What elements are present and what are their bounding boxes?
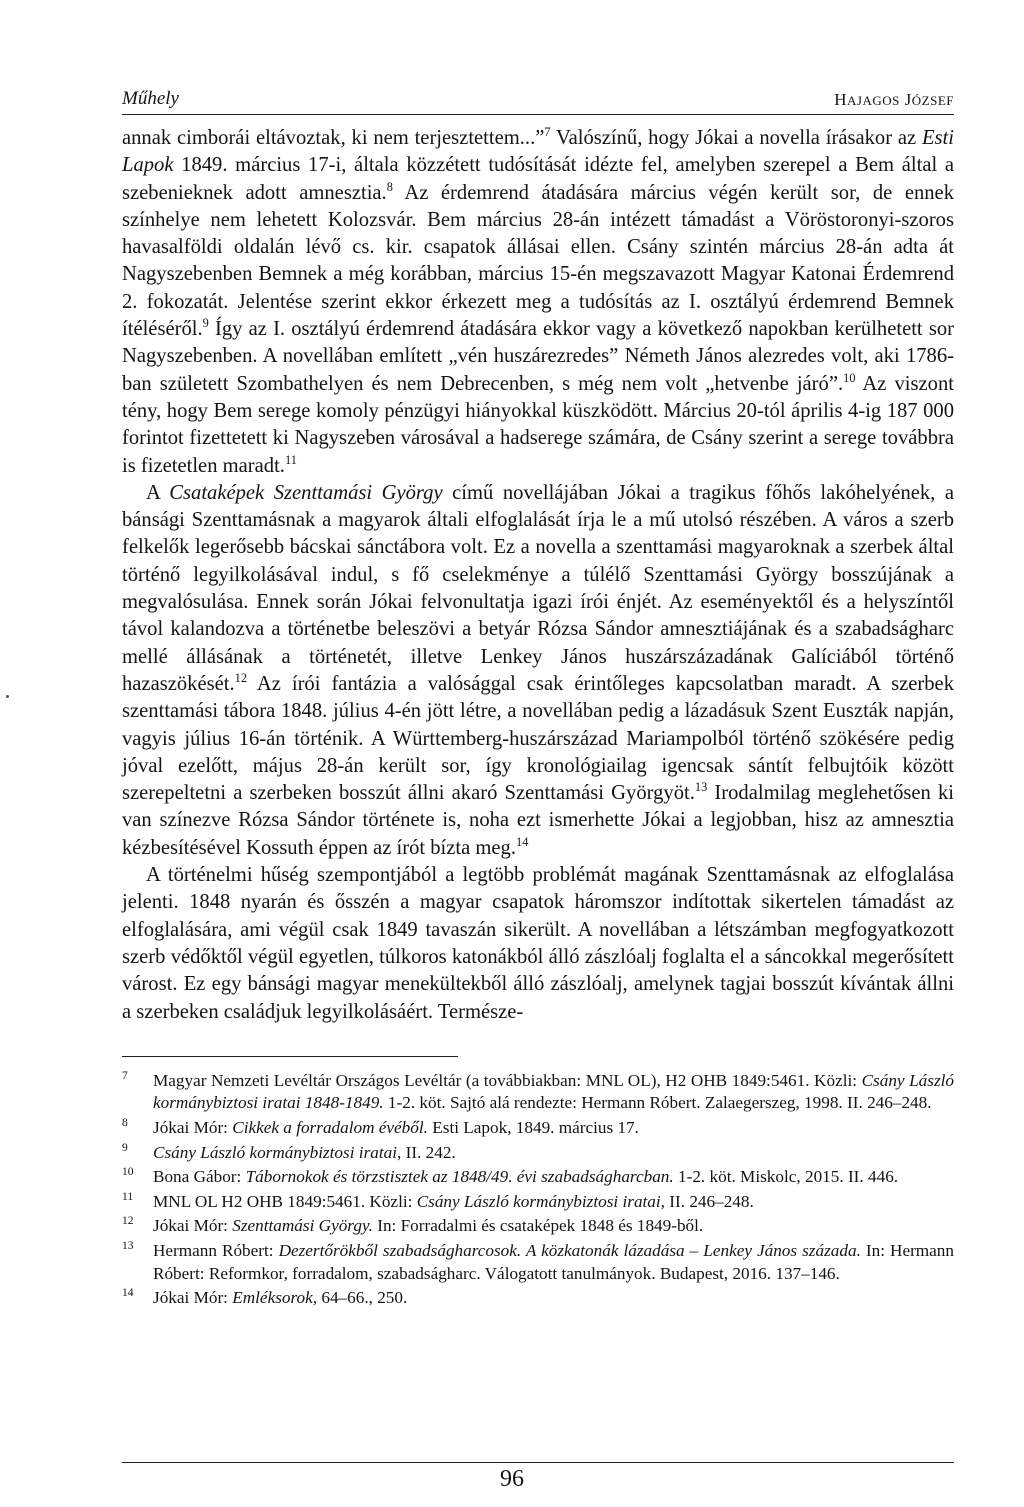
italic-title: Emléksorok,: [232, 1288, 318, 1308]
text-run: 1849. március 17-i, általa közzétett tudósítását idézte fel, amelyben szerepel a Bem által a szebenieknek adott amnesztia.: [122, 154, 954, 204]
italic-title: Cikkek a forradalom évéből.: [232, 1117, 428, 1137]
text-run: Irodalmilag meglehetősen ki van színezve Rózsa Sándor története is, noha ezt ismerhette Jókai a legjobban, hisz az amnesztia kézbesítésével Kossuth éppen az írót bízta meg.: [122, 782, 955, 859]
footnote-text: [153, 1166, 954, 1189]
italic-title: Esti Lapok: [122, 127, 954, 177]
text-run: Az viszont tény, hogy Bem serege komoly pénzügyi hiányokkal küszködött. Március 20-tól április 4-ig 187 000 forintot fizettetett ki Nagyszeben városával a hadserege számára, de Csány szerint a serege továbbra is fizetetlen maradt.: [122, 372, 954, 477]
footnote-text: [153, 1142, 954, 1165]
footnote-ref: 13: [694, 780, 708, 795]
italic-title: Csány László kormánybiztosi iratai,: [153, 1142, 402, 1162]
text-run: 64–66., 250.: [317, 1288, 408, 1308]
italic-title: Tábornokok és törzstisztek az 1848/49. évi szabadságharcban.: [245, 1167, 674, 1187]
footnote: [122, 1287, 954, 1310]
footnote: [122, 1117, 954, 1140]
footnote-number: 10: [122, 1166, 134, 1179]
text-run: In: Forradalmi és csataképek 1848 és 1849-ből.: [372, 1216, 704, 1236]
body-text: [122, 125, 954, 1026]
text-run: Így az I. osztályú érdemrend átadására ekkor vagy a következő napokban kerülhetett sor Nagyszebenben. A novellában említett „vén huszárezredes” Németh János alezredes volt, aki 1786-ban született Szombathelyen és nem Debrecenben, s még nem volt „hetvenbe járó”.: [122, 318, 954, 395]
text-run: In: Hermann Róbert: Reformkor, forradalom, szabadságharc. Válogatott tanulmányok. Budapest, 2016. 137–146.: [153, 1240, 954, 1283]
italic-title: Csány László kormánybiztosi iratai,: [416, 1191, 665, 1211]
paragraph: [122, 125, 954, 480]
italic-title: Csány László kormánybiztosi iratai 1848-1849.: [153, 1070, 954, 1113]
italic-title: Csataképek Szenttamási György: [169, 481, 443, 504]
text-run: 1-2. köt. Sajtó alá rendezte: Hermann Róbert. Zalaegerszeg, 1998. II. 246–248.: [383, 1093, 932, 1113]
text-run: Esti Lapok, 1849. március 17.: [427, 1117, 639, 1137]
footnotes: [122, 1070, 954, 1310]
text-run: Magyar Nemzeti Levéltár Országos Levéltár (a továbbiakban: MNL OL), H2 OHB 1849:5461. Közli:: [153, 1070, 862, 1090]
paragraph: [122, 862, 954, 1026]
footnote-text: [153, 1191, 954, 1214]
footnote-text: [153, 1240, 954, 1285]
text-run: annak cimborái eltávoztak, ki nem terjesztettem...”: [122, 127, 545, 149]
page: [122, 86, 954, 1312]
page-number: 96: [500, 1466, 524, 1492]
italic-title: Szenttamási György.: [232, 1216, 373, 1236]
author-name: HAJAGOS JÓZSEF: [834, 90, 954, 109]
footnote-number: 7: [122, 1069, 128, 1082]
footnote-number: 14: [122, 1287, 134, 1300]
text-run: A történelmi hűség szempontjából a legtöbb problémát magának Szenttamásnak az elfoglalása jelenti. 1848 nyarán és ősszén a magyar csapatok háromszor indítottak sikertelen támadást az elfoglalására, ami végül csak 1849 tavaszán sikerült. A novellában a létszámban megfogyatkozott szerb védőktől végül egyetlen, túlkoros katonákból álló zászlóalj foglalta el a sáncokkal megerősített várost. Ez egy bánsági magyar menekültekből álló zászlóalj, amelynek tagjai bosszút kívántak állni a szerbeken családjuk legyilkolásáért. Természe-: [122, 864, 954, 1023]
footnote-number: 13: [122, 1239, 134, 1252]
scan-speck: [6, 695, 9, 698]
footnote-ref: 8: [386, 179, 393, 194]
footnote-number: 9: [122, 1141, 128, 1154]
text-run: Jókai Mór:: [153, 1288, 233, 1308]
text-run: Hermann Róbert:: [153, 1240, 279, 1260]
footnote: [122, 1070, 954, 1115]
text-run: Az érdemrend átadására március végén került sor, de ennek színhelye nem lehetett Kolozsvár. Bem március 28-án intézett támadást a Vöröstoronyi-szoros havasalföldi oldalán lévő cs. kir. csapatok állásai ellen. Csány szintén március 28-án adta át Nagyszebenben Bemnek a még korábban, március 15-én megszavazott Magyar Katonai Érdemrend 2. fokozatát. Jelentése szerint ekkor érkezett meg a tudósítás az I. osztályú érdemrend Bemnek ítéléséről.: [122, 181, 954, 341]
bottom-rule: [122, 1462, 954, 1463]
footnote: [122, 1240, 954, 1285]
footnote: [122, 1215, 954, 1238]
text-run: Valószínű, hogy Jókai a novella írásakor az: [550, 127, 922, 149]
footnote-text: [153, 1215, 954, 1238]
footnote-text: [153, 1117, 954, 1140]
footnote-ref: 7: [544, 125, 551, 140]
text-run: II. 242.: [401, 1142, 456, 1162]
text-run: 1-2. köt. Miskolc, 2015. II. 446.: [673, 1167, 899, 1187]
footnote-ref: 14: [516, 834, 529, 849]
text-run: MNL OL H2 OHB 1849:5461. Közli:: [153, 1191, 417, 1211]
footnote-number: 12: [122, 1215, 134, 1228]
footnote-text: [153, 1070, 954, 1115]
section-title: Műhely: [122, 88, 179, 109]
footnote-ref: 11: [284, 452, 297, 467]
footnote-separator: [122, 1056, 458, 1057]
footnote-ref: 9: [202, 316, 209, 331]
footnote: [122, 1142, 954, 1165]
text-run: Bona Gábor:: [153, 1167, 246, 1187]
text-run: II. 246–248.: [664, 1191, 754, 1211]
running-head: [122, 86, 954, 115]
paragraph: [122, 480, 954, 862]
text-run: A: [146, 481, 170, 504]
footnote-ref: 10: [843, 370, 856, 385]
footnote-ref: 12: [234, 671, 247, 686]
text-run: Jókai Mór:: [153, 1117, 233, 1137]
footnote: [122, 1166, 954, 1189]
footnote-text: [153, 1287, 954, 1310]
text-run: Az írói fantázia a valósággal csak érintőleges kapcsolatban maradt. A szerbek szenttamási tábora 1848. július 4-én jött létre, a novellában pedig a lázadásuk Szent Euszták napján, vagyis július 16-án történik. A Württemberg-huszárszázad Mariampolból történő szökésére pedig jóval ezelőtt, május 28-án került sor, így kronológiailag igencsak sántít felbujtóik között szerepeltetni a szerbeken bosszút állni akaró Szenttamási Györgyöt.: [122, 672, 954, 805]
footnote-number: 11: [122, 1190, 134, 1203]
italic-title: Dezertőrökből szabadságharcosok. A közkatonák lázadása – Lenkey János százada.: [278, 1240, 861, 1260]
footnote: [122, 1191, 954, 1214]
footnote-number: 8: [122, 1116, 128, 1129]
text-run: Jókai Mór:: [153, 1216, 233, 1236]
text-run: című novellájában Jókai a tragikus főhős lakóhelyének, a bánsági Szenttamásnak a magyarok általi elfoglalását írja le a mű utolsó részében. A város a szerb felkelők legerősebb bácskai sánctábora volt. Ez a novella a szenttamási magyaroknak a szerbek által történő legyilkolásával indul, s fő cselekménye a túlélő Szenttamási György bosszújának a megvalósulása. Ennek során Jókai felvonultatja igazi írói énjét. Az eseményektől és a helyszíntől távol kalandozva a történetbe beleszövi a betyár Rózsa Sándor amnesztiájának és a szabadságharc mellé állásának a történetét, illetve Lenkey János huszárszázadának Galíciából történő hazaszökését.: [122, 481, 954, 695]
